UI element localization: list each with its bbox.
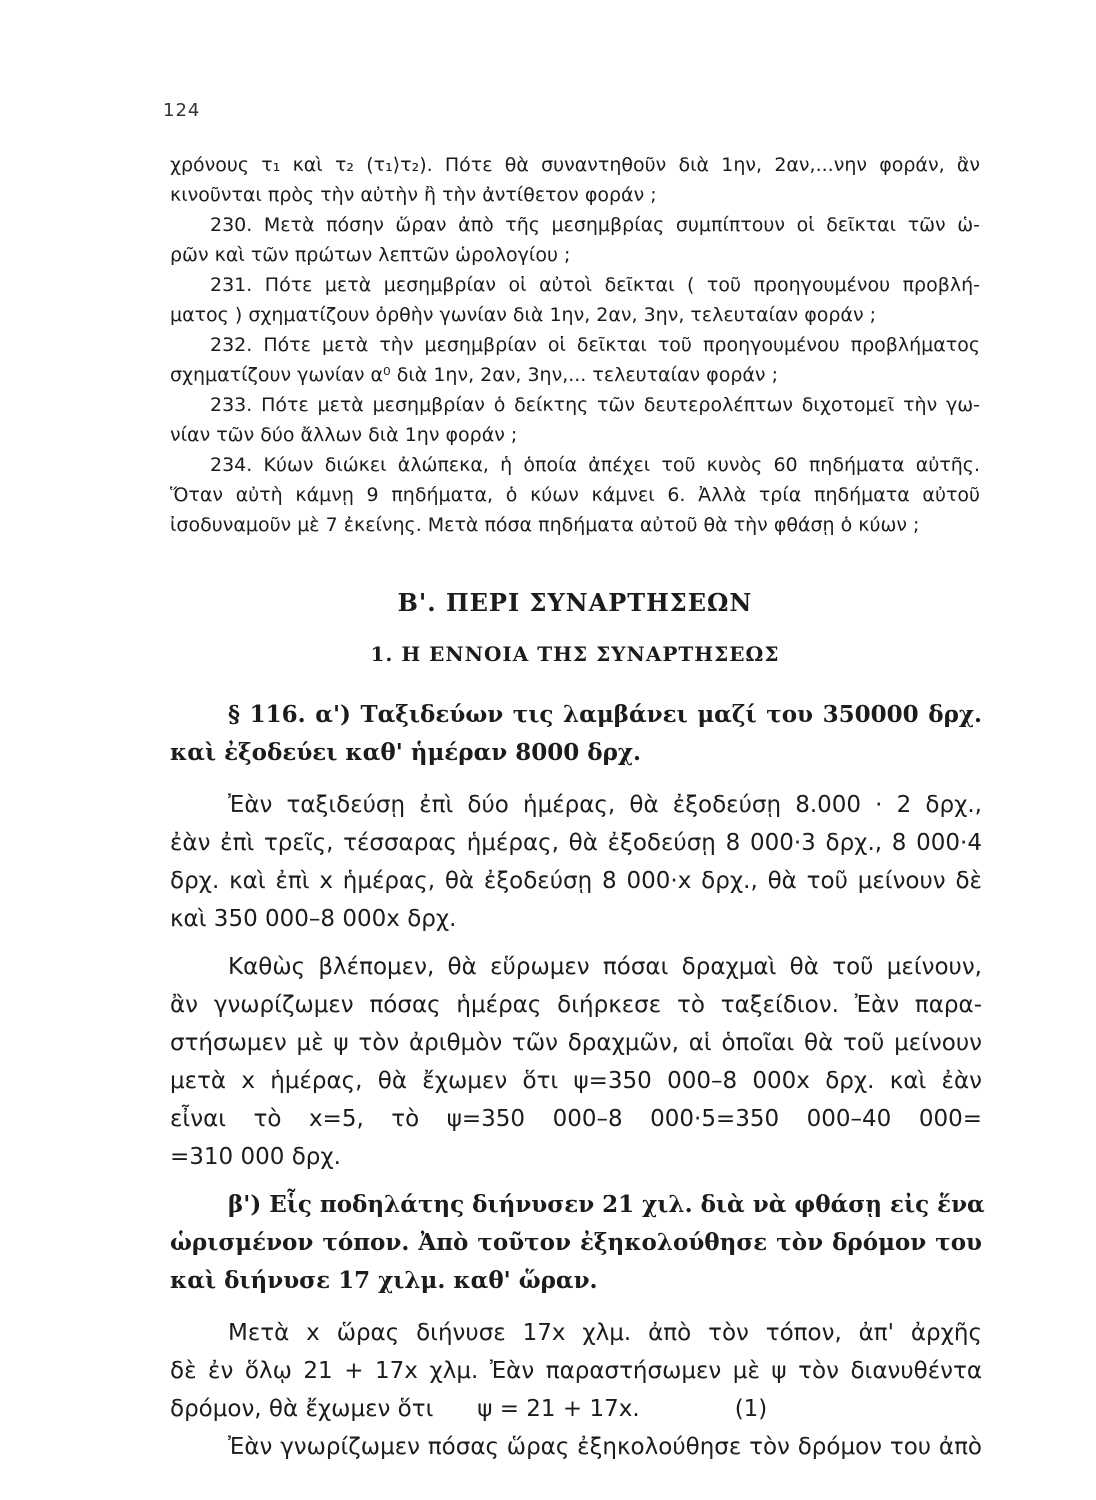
problem-line: ματος ) σχηματίζουν ὀρθὴν γωνίαν διὰ 1ην, 2αν, 3ην, τελευταίαν φοράν ;	[170, 304, 876, 326]
paragraph-line: εἶναι τὸ x=5, τὸ ψ=350 000–8 000·5=350 000–40 000=	[170, 1106, 982, 1132]
paragraph-line: δὲ ἐν ὅλῳ 21 + 17x χλμ. Ἐὰν παραστήσωμεν μὲ ψ τὸν διανυθέντα	[170, 1358, 982, 1384]
problem-line: σχηματίζουν γωνίαν α⁰ διὰ 1ην, 2αν, 3ην,... τελευταίαν φοράν ;	[170, 364, 778, 386]
paragraph-line: καὶ 350 000–8 000x δρχ.	[170, 906, 457, 932]
paragraph-line: ἐὰν ἐπὶ τρεῖς, τέσσαρας ἡμέρας, θὰ ἐξοδεύσῃ 8 000·3 δρχ., 8 000·4	[170, 830, 982, 856]
paragraph-line: καὶ ἐξοδεύει καθ' ἡμέραν 8000 δρχ.	[170, 739, 642, 766]
paragraph-line: β') Εἷς ποδηλάτης διήνυσεν 21 χιλ. διὰ νὰ φθάσῃ εἰς ἕνα	[228, 1191, 985, 1218]
problem-line: χρόνους τ₁ καὶ τ₂ (τ₁⟩τ₂). Πότε θὰ συναντηθοῦν διὰ 1ην, 2αν,...νην φοράν, ἂν	[170, 154, 980, 176]
page-number: 124	[163, 100, 201, 121]
paragraph-line: § 116. α') Ταξιδεύων τις λαμβάνει μαζί του 350000 δρχ.	[228, 701, 982, 728]
paragraph-line: Ἐὰν ταξιδεύσῃ ἐπὶ δύο ἡμέρας, θὰ ἐξοδεύσῃ 8.000 · 2 δρχ.,	[228, 792, 982, 818]
paragraph-line: ὡρισμένον τόπον. Ἀπὸ τοῦτον ἐξηκολούθησε τὸν δρόμον του	[170, 1229, 982, 1256]
section-subtitle: 1. Η ΕΝΝΟΙΑ ΤΗΣ ΣΥΝΑΡΤΗΣΕΩΣ	[370, 642, 780, 666]
paragraph-line: δρόμον, θὰ ἔχωμεν ὅτι ψ = 21 + 17x. (1)	[170, 1396, 768, 1422]
problem-line: κινοῦνται πρὸς τὴν αὐτὴν ἢ τὴν ἀντίθετον φοράν ;	[170, 184, 657, 206]
paragraph-line: Καθὼς βλέπομεν, θὰ εὕρωμεν πόσαι δραχμαὶ θὰ τοῦ μείνουν,	[228, 954, 982, 980]
paragraph-line: στήσωμεν μὲ ψ τὸν ἀριθμὸν τῶν δραχμῶν, αἱ ὁποῖαι θὰ τοῦ μείνουν	[170, 1030, 982, 1056]
paragraph-line: μετὰ x ἡμέρας, θὰ ἔχωμεν ὅτι ψ=350 000–8 000x δρχ. καὶ ἐὰν	[170, 1068, 982, 1094]
problem-line: 233. Πότε μετὰ μεσημβρίαν ὁ δείκτης τῶν δευτερολέπτων διχοτομεῖ τὴν γω-	[210, 394, 980, 416]
problem-line: 232. Πότε μετὰ τὴν μεσημβρίαν οἱ δεῖκται τοῦ προηγουμένου προβλήματος	[210, 334, 980, 356]
problem-line: ἰσοδυναμοῦν μὲ 7 ἐκείνης. Μετὰ πόσα πηδήματα αὐτοῦ θὰ τὴν φθάσῃ ὁ κύων ;	[170, 514, 920, 536]
problem-line: 234. Κύων διώκει ἀλώπεκα, ἡ ὁποία ἀπέχει τοῦ κυνὸς 60 πηδήματα αὐτῆς.	[210, 454, 980, 476]
paragraph-line: ἂν γνωρίζωμεν πόσας ἡμέρας διήρκεσε τὸ ταξείδιον. Ἐὰν παρα-	[170, 992, 982, 1018]
paragraph-line: Ἐὰν γνωρίζωμεν πόσας ὥρας ἐξηκολούθησε τὸν δρόμον του ἀπὸ	[228, 1434, 982, 1460]
section-title: Β'. ΠΕΡΙ ΣΥΝΑΡΤΗΣΕΩΝ	[397, 588, 753, 617]
problem-line: ρῶν καὶ τῶν πρώτων λεπτῶν ὡρολογίου ;	[170, 244, 571, 266]
paragraph-line: δρχ. καὶ ἐπὶ x ἡμέρας, θὰ ἐξοδεύσῃ 8 000·x δρχ., θὰ τοῦ μείνουν δὲ	[170, 868, 982, 894]
paragraph-line: =310 000 δρχ.	[170, 1144, 341, 1170]
problem-line: 230. Μετὰ πόσην ὥραν ἀπὸ τῆς μεσημβρίας συμπίπτουν οἱ δεῖκται τῶν ὡ-	[210, 214, 980, 236]
paragraph-line: Μετὰ x ὥρας διήνυσε 17x χλμ. ἀπὸ τὸν τόπον, ἀπ' ἀρχῆς	[228, 1320, 982, 1346]
problem-line: Ὅταν αὐτὴ κάμνῃ 9 πηδήματα, ὁ κύων κάμνει 6. Ἀλλὰ τρία πηδήματα αὐτοῦ	[170, 484, 980, 506]
problem-line: νίαν τῶν δύο ἄλλων διὰ 1ην φοράν ;	[170, 424, 518, 446]
paragraph-line: καὶ διήνυσε 17 χιλμ. καθ' ὥραν.	[170, 1267, 598, 1294]
problem-line: 231. Πότε μετὰ μεσημβρίαν οἱ αὐτοὶ δεῖκται ( τοῦ προηγουμένου προβλή-	[210, 274, 980, 296]
